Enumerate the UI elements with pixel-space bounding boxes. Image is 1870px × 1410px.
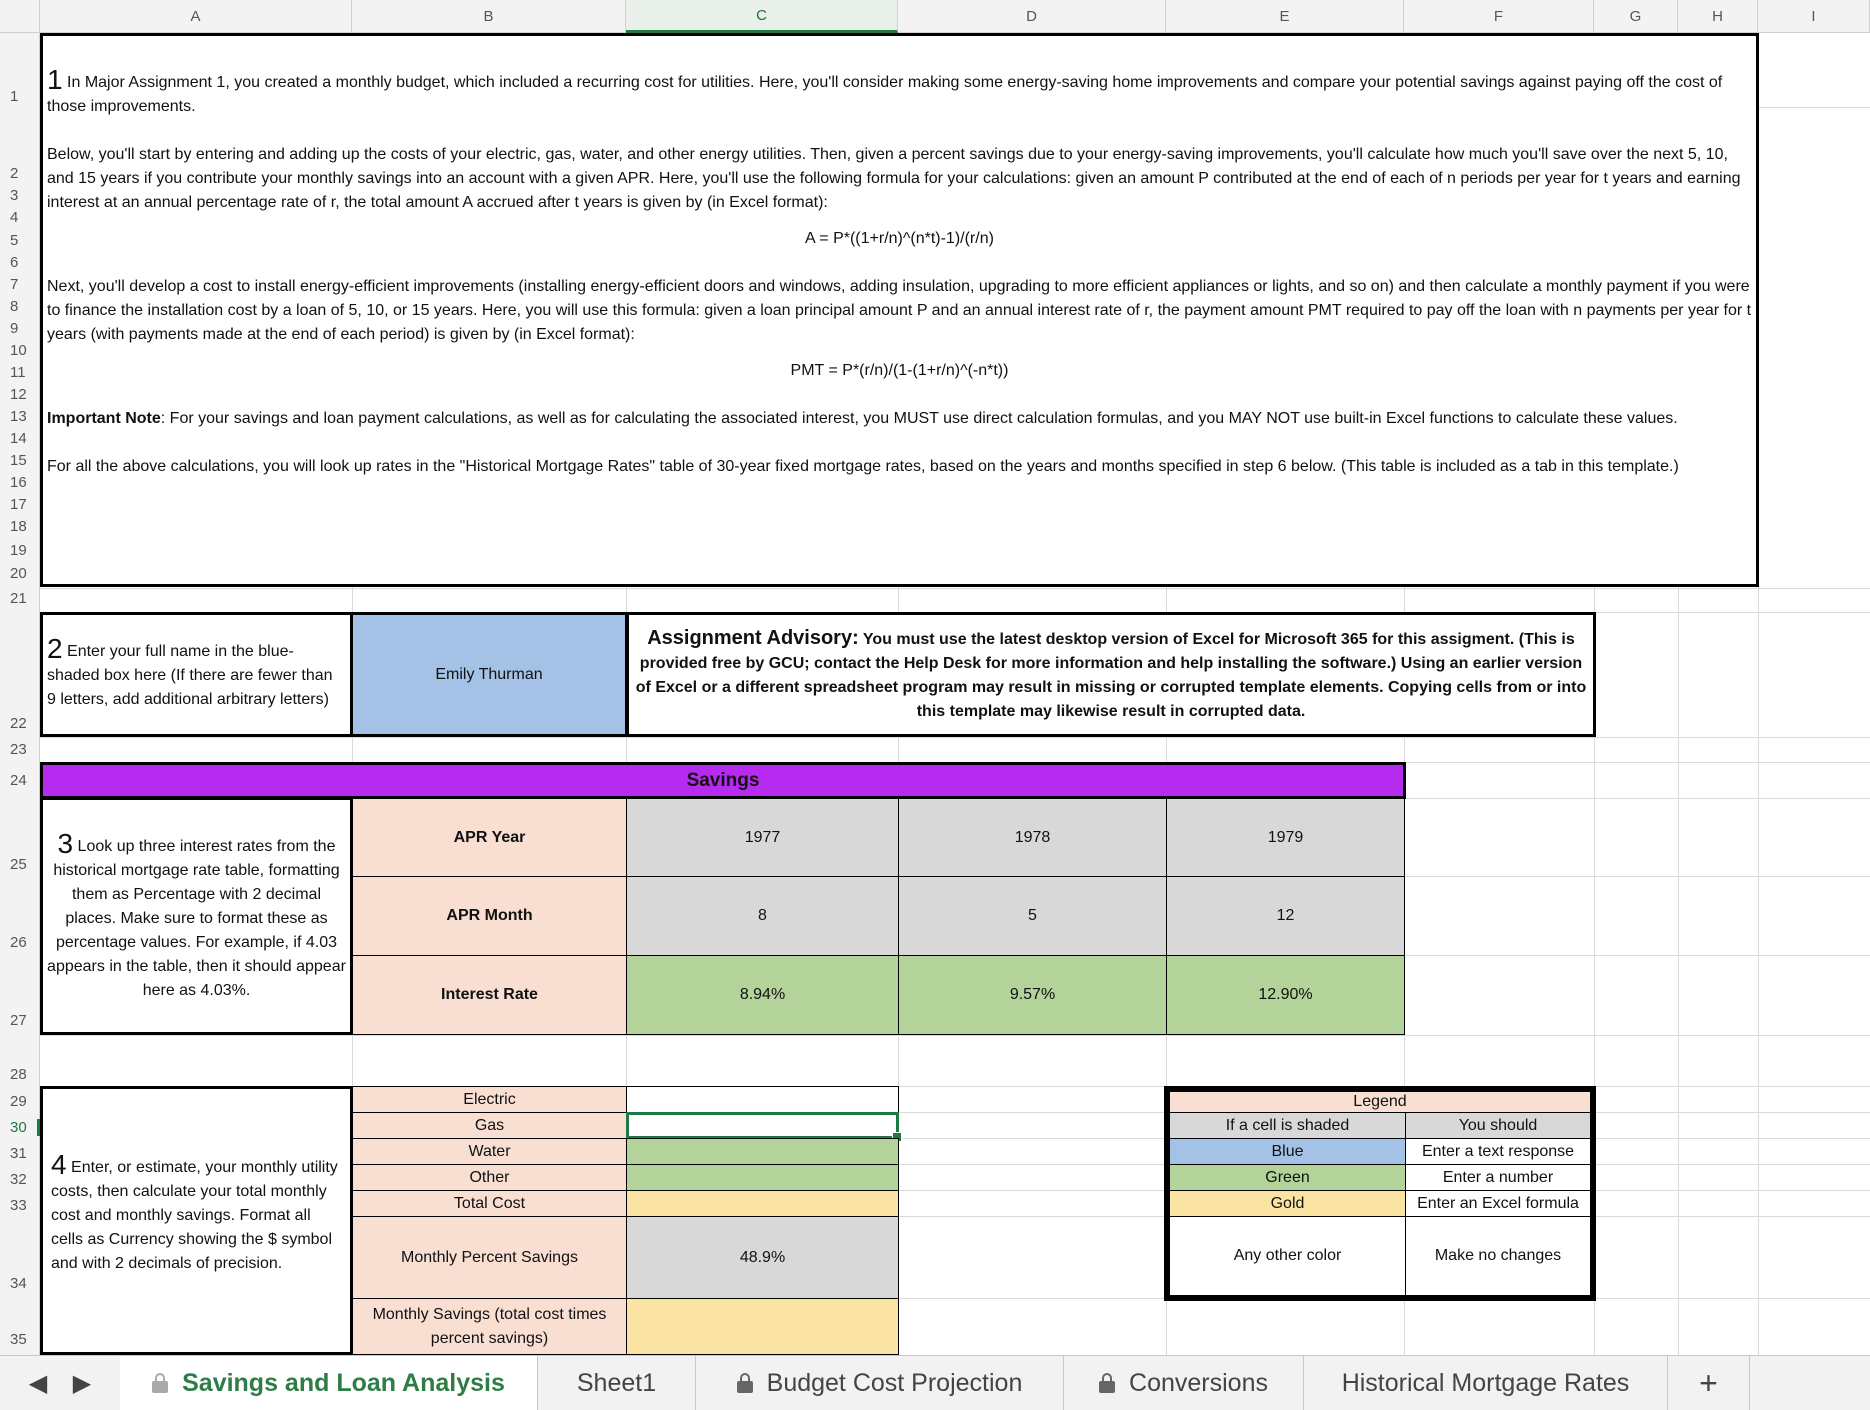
row-number[interactable]: 19 (10, 542, 27, 559)
instructions-text-1: In Major Assignment 1, you created a monthly budget, which included a recurring cost for utilities. Here, you'll consider making some energy-saving home improvements and compare your potential savings against paying off the cost of those improvements. (47, 74, 1723, 115)
step-3-number: 3 (57, 827, 74, 859)
legend-col2-header: You should (1405, 1112, 1591, 1139)
electric-label: Electric (352, 1086, 627, 1113)
step-2-text: Enter your full name in the blue-shaded box here (If there are fewer than 9 letters, add additional arbitrary letters) (47, 643, 333, 708)
interest-rate-1[interactable]: 8.94% (626, 955, 899, 1035)
tab-label: Budget Cost Projection (766, 1368, 1023, 1397)
tab-conversions[interactable] (1064, 1356, 1304, 1410)
row-number[interactable]: 24 (10, 772, 27, 789)
total-cost-label: Total Cost (352, 1190, 627, 1217)
interest-rate-label: Interest Rate (352, 955, 627, 1035)
tab-label: Conversions (1129, 1368, 1268, 1397)
row-number[interactable]: 17 (10, 496, 27, 513)
step-2-instructions (40, 612, 353, 737)
gridline (40, 588, 1870, 589)
important-note (47, 407, 1752, 431)
assignment-advisory (626, 612, 1596, 737)
monthly-savings-formula[interactable] (626, 1298, 899, 1355)
instructions-paragraph-4: For all the above calculations, you will look up rates in the "Historical Mortgage Rates" table of 30-year fixed mortgage rates, based on the years and months specified in step 6 below. (This table is included as a tab in this template.) (47, 458, 1679, 475)
row-number[interactable]: 23 (10, 741, 27, 758)
lock-icon (152, 1373, 168, 1393)
gas-label: Gas (352, 1112, 627, 1139)
column-header-c[interactable]: C (626, 0, 898, 33)
electric-input[interactable] (626, 1086, 899, 1113)
advisory-label: Assignment Advisory: (647, 626, 859, 649)
row-number[interactable]: 4 (10, 209, 19, 226)
prev-sheet-icon[interactable]: ◀ (28, 1369, 48, 1397)
row-number[interactable]: 12 (10, 386, 27, 403)
legend-other: Any other color (1169, 1216, 1406, 1296)
apr-year-label: APR Year (352, 798, 627, 877)
step-3-text: Look up three interest rates from the historical mortgage rate table, formatting them as Percentage with 2 decimal places. Make sure to format these as percentage values. For example, if 4.03 appears in the table, then it should appear here as 4.03%. (47, 837, 346, 999)
row-number[interactable]: 18 (10, 518, 27, 535)
row-number[interactable]: 13 (10, 408, 27, 425)
column-header-b[interactable]: B (352, 0, 626, 33)
tab-label: Savings and Loan Analysis (182, 1368, 505, 1397)
row-number[interactable]: 10 (10, 342, 27, 359)
step-4-instructions (40, 1086, 353, 1355)
savings-header: Savings (40, 762, 1406, 799)
tab-label: Sheet1 (576, 1368, 657, 1397)
legend-green: Green (1169, 1164, 1406, 1191)
tab-sheet1[interactable] (538, 1356, 696, 1410)
column-header-h[interactable]: H (1678, 0, 1758, 33)
step-1-number: 1 (47, 64, 63, 95)
next-sheet-icon[interactable]: ▶ (72, 1369, 92, 1397)
advisory-text: You must use the latest desktop version of Excel for Microsoft 365 for this assigment. (This is provided free by GCU; contact the Help Desk for more information and help installing the software.) Using an earlier version of Excel or a different spreadsheet program may result in missing or corrupted template elements. Copying cells from or into this template may likewise result in corrupted data. (635, 630, 1587, 720)
row-number[interactable]: 6 (10, 254, 19, 271)
row-number[interactable]: 2 (10, 165, 19, 182)
row-number[interactable]: 15 (10, 452, 27, 469)
water-input[interactable] (626, 1138, 899, 1165)
gridline (40, 737, 1870, 738)
row-number[interactable]: 31 (10, 1145, 27, 1162)
instructions-paragraph-2: Below, you'll start by entering and adding up the costs of your electric, gas, water, and other energy utilities. Then, given a percent savings due to your energy-saving improvements, you'll calculate how much you'll save over the next 5, 10, and 15 years if you contribute your monthly savings into an account with a given APR. Here, you'll use the following formula for your calculations: given an amount P contributed at the end of each of n periods per year for t years and earning interest at an annual percentage rate of r, the total amount A accrued after t years is given by (in Excel format): (47, 146, 1741, 211)
column-header-a[interactable]: A (40, 0, 352, 33)
apr-month-3: 12 (1166, 876, 1405, 956)
select-all-corner[interactable] (0, 0, 40, 33)
row-number-active[interactable]: 30 (0, 1119, 40, 1136)
legend-other-action: Make no changes (1405, 1216, 1591, 1296)
apr-year-3: 1979 (1166, 798, 1405, 877)
row-number[interactable]: 5 (10, 232, 19, 249)
total-cost-formula[interactable] (626, 1190, 899, 1217)
column-header-e[interactable]: E (1166, 0, 1404, 33)
legend-green-action: Enter a number (1405, 1164, 1591, 1191)
step-4-number: 4 (51, 1149, 67, 1180)
interest-rate-2[interactable]: 9.57% (898, 955, 1167, 1035)
legend-blue-action: Enter a text response (1405, 1138, 1591, 1165)
legend-blue: Blue (1169, 1138, 1406, 1165)
row-number[interactable]: 16 (10, 474, 27, 491)
row-number[interactable]: 14 (10, 430, 27, 447)
row-number[interactable]: 7 (10, 276, 19, 293)
lock-icon (1099, 1373, 1115, 1393)
gas-input-selected[interactable] (626, 1112, 899, 1139)
apr-month-1: 8 (626, 876, 899, 956)
tab-historical-mortgage-rates[interactable] (1304, 1356, 1668, 1410)
column-header-i[interactable]: I (1758, 0, 1870, 33)
instructions-paragraph-3: Next, you'll develop a cost to install energy-efficient improvements (installing energy-efficient doors and windows, adding insulation, upgrading to more efficient appliances or lights, and so on) and then calculate a monthly payment if you were to finance the installation cost by a loan of 5, 10, or 15 years. Here, you will use this formula: given a loan principal amount P and an annual interest rate of r, the payment amount PMT required to pay off the loan with n payments per year for t years (with payments made at the end of each period) is given by (in Excel format): (47, 278, 1752, 343)
legend-title: Legend (1169, 1091, 1591, 1113)
row-number[interactable]: 33 (10, 1197, 27, 1214)
other-label: Other (352, 1164, 627, 1191)
row-number[interactable]: 26 (10, 934, 27, 951)
row-number[interactable]: 25 (10, 856, 27, 873)
lock-icon (737, 1373, 753, 1393)
apr-month-2: 5 (898, 876, 1167, 956)
important-note-label: Important Note (47, 410, 161, 427)
tab-budget-cost-projection[interactable] (696, 1356, 1064, 1410)
row-number[interactable]: 21 (10, 590, 27, 607)
row-number[interactable]: 22 (10, 715, 27, 732)
row-number[interactable]: 32 (10, 1171, 27, 1188)
apr-year-2: 1978 (898, 798, 1167, 877)
other-input[interactable] (626, 1164, 899, 1191)
row-number[interactable]: 11 (10, 364, 26, 381)
column-header-f[interactable]: F (1404, 0, 1594, 33)
formula-future-value: A = P*((1+r/n)^(n*t)-1)/(r/n) (805, 230, 994, 247)
legend-gold: Gold (1169, 1190, 1406, 1217)
step-2-number: 2 (47, 633, 63, 664)
gridline (40, 1035, 1870, 1036)
tab-savings-and-loan-analysis[interactable] (120, 1356, 538, 1410)
row-number[interactable]: 1 (10, 88, 19, 105)
important-note-text: : For your savings and loan payment calculations, as well as for calculating the associated interest, you MUST use direct calculation formulas, and you MAY NOT use built-in Excel functions to calculate these values. (160, 410, 1678, 427)
row-number[interactable]: 35 (10, 1331, 27, 1348)
row-number[interactable]: 3 (10, 187, 19, 204)
apr-month-label: APR Month (352, 876, 627, 956)
name-input-cell[interactable]: Emily Thurman (350, 612, 628, 737)
apr-year-1: 1977 (626, 798, 899, 877)
row-number[interactable]: 9 (10, 320, 19, 337)
sheet-tab-bar (0, 1355, 1870, 1410)
add-sheet-button[interactable]: + (1668, 1356, 1750, 1410)
row-number[interactable]: 20 (10, 565, 27, 582)
legend-col1-header: If a cell is shaded (1169, 1112, 1406, 1139)
tab-label: Historical Mortgage Rates (1341, 1368, 1630, 1397)
row-number[interactable]: 34 (10, 1275, 27, 1292)
instructions-box (40, 33, 1759, 587)
step-3-instructions (40, 797, 353, 1035)
monthly-percent-savings-value: 48.9% (626, 1216, 899, 1299)
row-number[interactable]: 29 (10, 1093, 27, 1110)
interest-rate-3[interactable]: 12.90% (1166, 955, 1405, 1035)
row-number[interactable]: 27 (10, 1012, 27, 1029)
monthly-savings-label: Monthly Savings (total cost times percent savings) (352, 1298, 627, 1355)
formula-loan-payment: PMT = P*(r/n)/(1-(1+r/n)^(-n*t)) (790, 362, 1009, 379)
row-number[interactable]: 8 (10, 298, 19, 315)
column-header-g[interactable]: G (1594, 0, 1678, 33)
monthly-percent-savings-label: Monthly Percent Savings (352, 1216, 627, 1299)
row-number[interactable]: 28 (10, 1066, 27, 1083)
water-label: Water (352, 1138, 627, 1165)
instructions-paragraph-1 (47, 66, 1752, 119)
legend-gold-action: Enter an Excel formula (1405, 1190, 1591, 1217)
column-header-d[interactable]: D (898, 0, 1166, 33)
step-4-text: Enter, or estimate, your monthly utility costs, then calculate your total monthly cost and monthly savings. Format all cells as Currency showing the $ symbol and with 2 decimals of precision. (51, 1159, 338, 1272)
